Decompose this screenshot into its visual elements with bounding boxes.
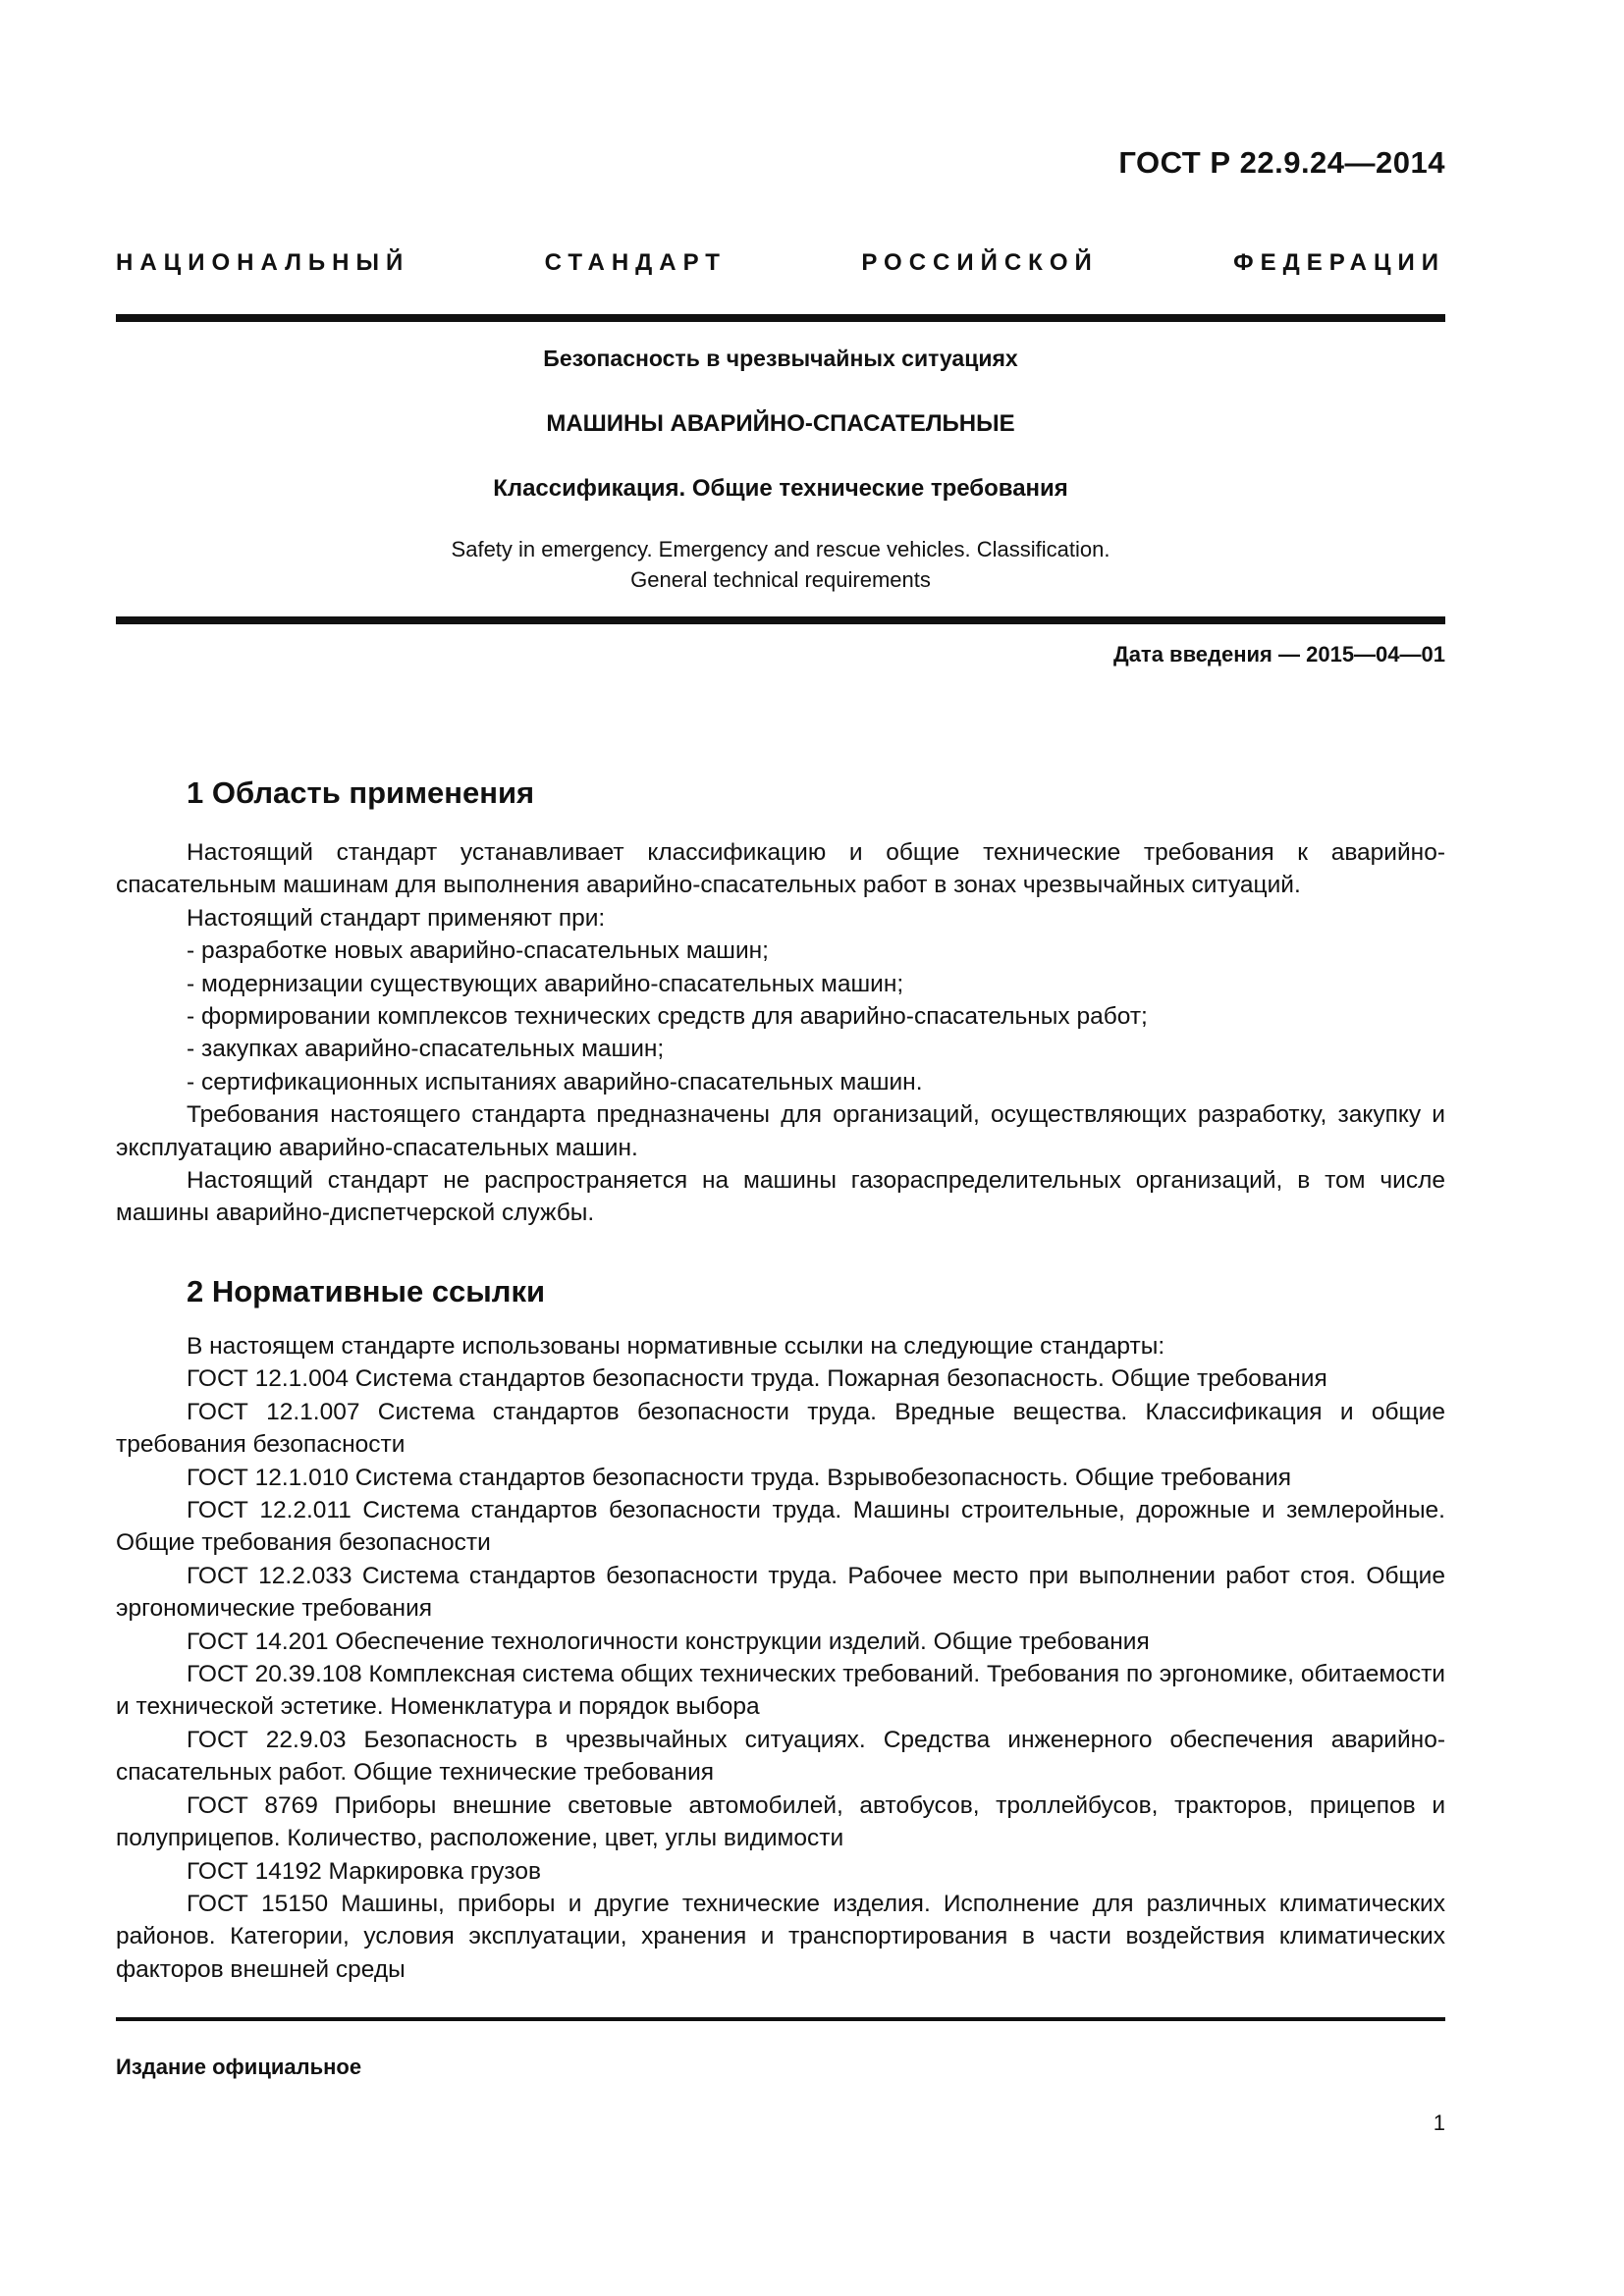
paragraph: Настоящий стандарт не распространяется на машины газораспределительных организаций, в том числе машины аварийно-диспетчерской службы. <box>116 1167 1445 1227</box>
english-title <box>116 534 1445 595</box>
top-divider <box>116 314 1445 322</box>
reference-item: ГОСТ 15150 Машины, приборы и другие технические изделия. Исполнение для различных климатических районов. Категории, условия эксплуатации, хранения и транспортирования в части воздействия климатических факторов внешней среды <box>116 1890 1445 1983</box>
document-title: МАШИНЫ АВАРИЙНО-СПАСАТЕЛЬНЫЕ <box>546 410 1015 437</box>
introduction-date: Дата введения — 2015—04—01 <box>1113 642 1445 667</box>
section-1-heading: 1 Область применения <box>187 775 535 810</box>
list-item: - закупках аварийно-спасательных машин; <box>187 1036 665 1063</box>
reference-item: ГОСТ 12.1.004 Система стандартов безопасности труда. Пожарная безопасность. Общие требования <box>187 1365 1327 1393</box>
page-number: 1 <box>1433 2110 1445 2135</box>
document-subtitle: Классификация. Общие технические требования <box>493 475 1068 502</box>
reference-item: ГОСТ 14192 Маркировка грузов <box>187 1857 541 1885</box>
reference-item: ГОСТ 12.2.033 Система стандартов безопасности труда. Рабочее место при выполнении работ стоя. Общие эргономические требования <box>116 1562 1445 1623</box>
reference-item: ГОСТ 22.9.03 Безопасность в чрезвычайных ситуациях. Средства инженерного обеспечения аварийно-спасательных работ. Общие технические требования <box>116 1726 1445 1787</box>
standard-subject: Безопасность в чрезвычайных ситуациях <box>543 346 1018 371</box>
reference-item: ГОСТ 12.1.007 Система стандартов безопасности труда. Вредные вещества. Классификация и общие требования безопасности <box>116 1398 1445 1459</box>
reference-item: ГОСТ 12.1.010 Система стандартов безопасности труда. Взрывобезопасность. Общие требования <box>187 1464 1292 1491</box>
section-2-heading: 2 Нормативные ссылки <box>187 1274 546 1308</box>
list-item: - сертификационных испытаниях аварийно-спасательных машин. <box>187 1068 923 1095</box>
list-item: - разработке новых аварийно-спасательных машин; <box>187 937 769 965</box>
list-item: - модернизации существующих аварийно-спасательных машин; <box>187 970 904 997</box>
paragraph: Требования настоящего стандарта предназначены для организаций, осуществляющих разработку, закупку и эксплуатацию аварийно-спасательных машин. <box>116 1101 1445 1161</box>
section-1-body <box>116 836 1445 1230</box>
reference-item: ГОСТ 12.2.011 Система стандартов безопасности труда. Машины строительные, дорожные и землеройные. Общие требования безопасности <box>116 1497 1445 1557</box>
footer-divider <box>116 2017 1445 2021</box>
reference-item: ГОСТ 8769 Приборы внешние световые автомобилей, автобусов, троллейбусов, тракторов, прицепов и полуприцепов. Количество, расположение, цвет, углы видимости <box>116 1791 1445 1852</box>
paragraph: Настоящий стандарт применяют при: <box>187 904 606 932</box>
paragraph: Настоящий стандарт устанавливает классификацию и общие технические требования к аварийно-спасательным машинам для выполнения аварийно-спасательных работ в зонах чрезвычайных ситуаций. <box>116 839 1445 899</box>
reference-item: ГОСТ 14.201 Обеспечение технологичности конструкции изделий. Общие требования <box>187 1628 1150 1655</box>
title-divider <box>116 616 1445 624</box>
english-title-line1: Safety in emergency. Emergency and rescue vehicles. Classification. <box>451 537 1110 561</box>
english-title-line2: General technical requirements <box>630 567 931 592</box>
national-standard-title: НАЦИОНАЛЬНЫЙ СТАНДАРТ РОССИЙСКОЙ ФЕДЕРАЦИИ <box>116 249 1445 276</box>
edition-label: Издание официальное <box>116 2055 362 2079</box>
reference-item: ГОСТ 20.39.108 Комплексная система общих технических требований. Требования по эргономике, обитаемости и технической эстетике. Номенклатура и порядок выбора <box>116 1661 1445 1721</box>
list-item: - формировании комплексов технических средств для аварийно-спасательных работ; <box>187 1003 1148 1031</box>
paragraph: В настоящем стандарте использованы нормативные ссылки на следующие стандарты: <box>187 1333 1165 1360</box>
standard-number: ГОСТ Р 22.9.24—2014 <box>1118 145 1445 180</box>
section-2-body <box>116 1330 1445 1986</box>
